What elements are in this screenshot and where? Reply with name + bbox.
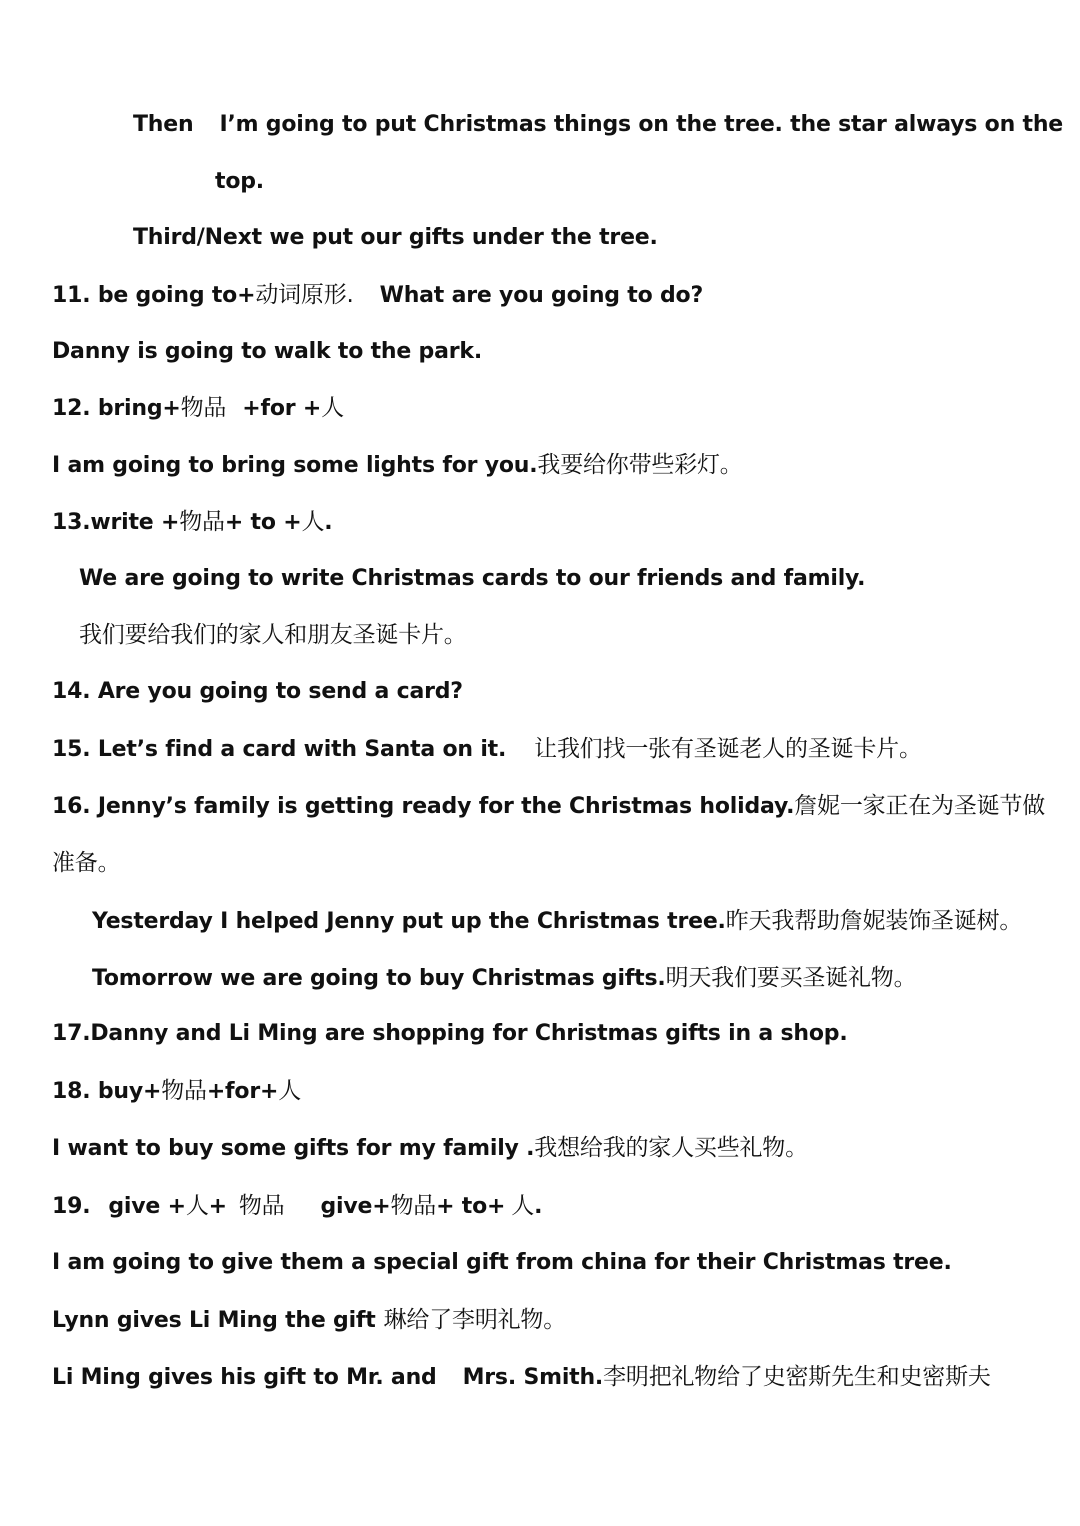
danny-line: Danny is going to walk to the park. bbox=[52, 339, 482, 364]
tomorrow-english: Tomorrow we are going to buy Christmas gifts. bbox=[92, 966, 666, 991]
cards-english: We are going to write Christmas cards to our friends and family. bbox=[79, 566, 866, 591]
lynn-line bbox=[52, 1305, 566, 1336]
item-19-chinese-3: 物品 bbox=[390, 1193, 437, 1219]
then-text: I’m going to put Christmas things on the tree. the star always on the bbox=[219, 112, 1063, 137]
item-13-text: 13.write + bbox=[52, 510, 180, 535]
yesterday-chinese: 昨天我帮助詹妮装饰圣诞树。 bbox=[725, 908, 1023, 934]
lights-chinese: 我要给你带些彩灯。 bbox=[537, 452, 743, 478]
then-continuation: top. bbox=[215, 169, 264, 194]
item-13-mid: + to + bbox=[224, 510, 302, 535]
liming-chinese: 李明把礼物给了史密斯先生和史密斯夫 bbox=[603, 1364, 991, 1390]
yesterday-english: Yesterday I helped Jenny put up the Christmas tree. bbox=[92, 909, 726, 934]
item-11-question: What are you going to do? bbox=[379, 283, 704, 308]
item-13 bbox=[52, 507, 332, 538]
cards-chinese bbox=[79, 620, 467, 651]
item-14: 14. Are you going to send a card? bbox=[52, 679, 463, 704]
item-19-give-a: give + bbox=[108, 1194, 186, 1219]
lights-line bbox=[52, 450, 743, 481]
item-18-chinese-2: 人 bbox=[278, 1078, 302, 1104]
item-13-end: . bbox=[324, 510, 333, 535]
item-19-to: + to+ bbox=[436, 1194, 506, 1219]
item-18-mid: +for+ bbox=[206, 1079, 279, 1104]
item-19-chinese-1: 人 bbox=[185, 1193, 209, 1219]
item-11 bbox=[52, 280, 703, 311]
item-13-chinese-1: 物品 bbox=[179, 509, 225, 535]
item-19-number: 19. bbox=[52, 1194, 91, 1219]
liming-line bbox=[52, 1362, 991, 1393]
item-19-chinese-4: 人 bbox=[511, 1193, 535, 1219]
item-16-chinese: 詹妮一家正在为圣诞节做 bbox=[794, 793, 1046, 819]
item-16-continuation-text: 准备。 bbox=[52, 850, 121, 876]
item-12-text: 12. bring+ bbox=[52, 396, 181, 421]
item-19-chinese-2: 物品 bbox=[238, 1193, 285, 1219]
item-19-give-b: give+ bbox=[320, 1194, 391, 1219]
item-19-plus: + bbox=[208, 1194, 227, 1219]
tomorrow-line bbox=[92, 963, 916, 994]
item-16-english: 16. Jenny’s family is getting ready for the Christmas holiday. bbox=[52, 794, 795, 819]
tomorrow-chinese: 明天我们要买圣诞礼物。 bbox=[665, 965, 917, 991]
item-13-chinese-2: 人 bbox=[301, 509, 325, 535]
item-19-end: . bbox=[534, 1194, 543, 1219]
item-18-chinese-1: 物品 bbox=[161, 1078, 207, 1104]
special-line: I am going to give them a special gift from china for their Christmas tree. bbox=[52, 1250, 952, 1275]
lynn-english: Lynn gives Li Ming the gift bbox=[52, 1308, 376, 1333]
liming-english-1: Li Ming gives his gift to Mr. and bbox=[52, 1365, 437, 1390]
then-label: Then bbox=[133, 112, 194, 137]
item-12-chinese-2: 人 bbox=[321, 395, 344, 421]
third-line: Third/Next we put our gifts under the tree. bbox=[133, 225, 658, 250]
item-15-english: 15. Let’s find a card with Santa on it. bbox=[52, 737, 507, 762]
item-15-chinese: 让我们找一张有圣诞老人的圣诞卡片。 bbox=[534, 736, 922, 762]
item-16-continuation bbox=[52, 848, 120, 879]
item-12-chinese-1: 物品 bbox=[180, 395, 227, 421]
item-12 bbox=[52, 393, 344, 424]
yesterday-line bbox=[92, 906, 1022, 937]
want-line bbox=[52, 1133, 808, 1164]
item-12-mid: +for + bbox=[242, 396, 322, 421]
item-17: 17.Danny and Li Ming are shopping for Christmas gifts in a shop. bbox=[52, 1021, 848, 1046]
item-11-chinese: 动词原形. bbox=[255, 282, 354, 308]
want-english: I want to buy some gifts for my family . bbox=[52, 1136, 535, 1161]
want-chinese: 我想给我的家人买些礼物。 bbox=[534, 1135, 808, 1161]
cards-chinese-text: 我们要给我们的家人和朋友圣诞卡片。 bbox=[79, 622, 467, 648]
item-15 bbox=[52, 734, 922, 765]
item-18-text: 18. buy+ bbox=[52, 1079, 162, 1104]
item-19 bbox=[52, 1191, 542, 1222]
item-11-text: 11. be going to+ bbox=[52, 283, 256, 308]
then-line bbox=[133, 110, 1063, 140]
lynn-chinese: 琳给了李明礼物。 bbox=[383, 1307, 567, 1333]
item-16 bbox=[52, 791, 1045, 822]
liming-english-2: Mrs. Smith. bbox=[462, 1365, 604, 1390]
lights-english: I am going to bring some lights for you. bbox=[52, 453, 538, 478]
item-18 bbox=[52, 1076, 301, 1107]
